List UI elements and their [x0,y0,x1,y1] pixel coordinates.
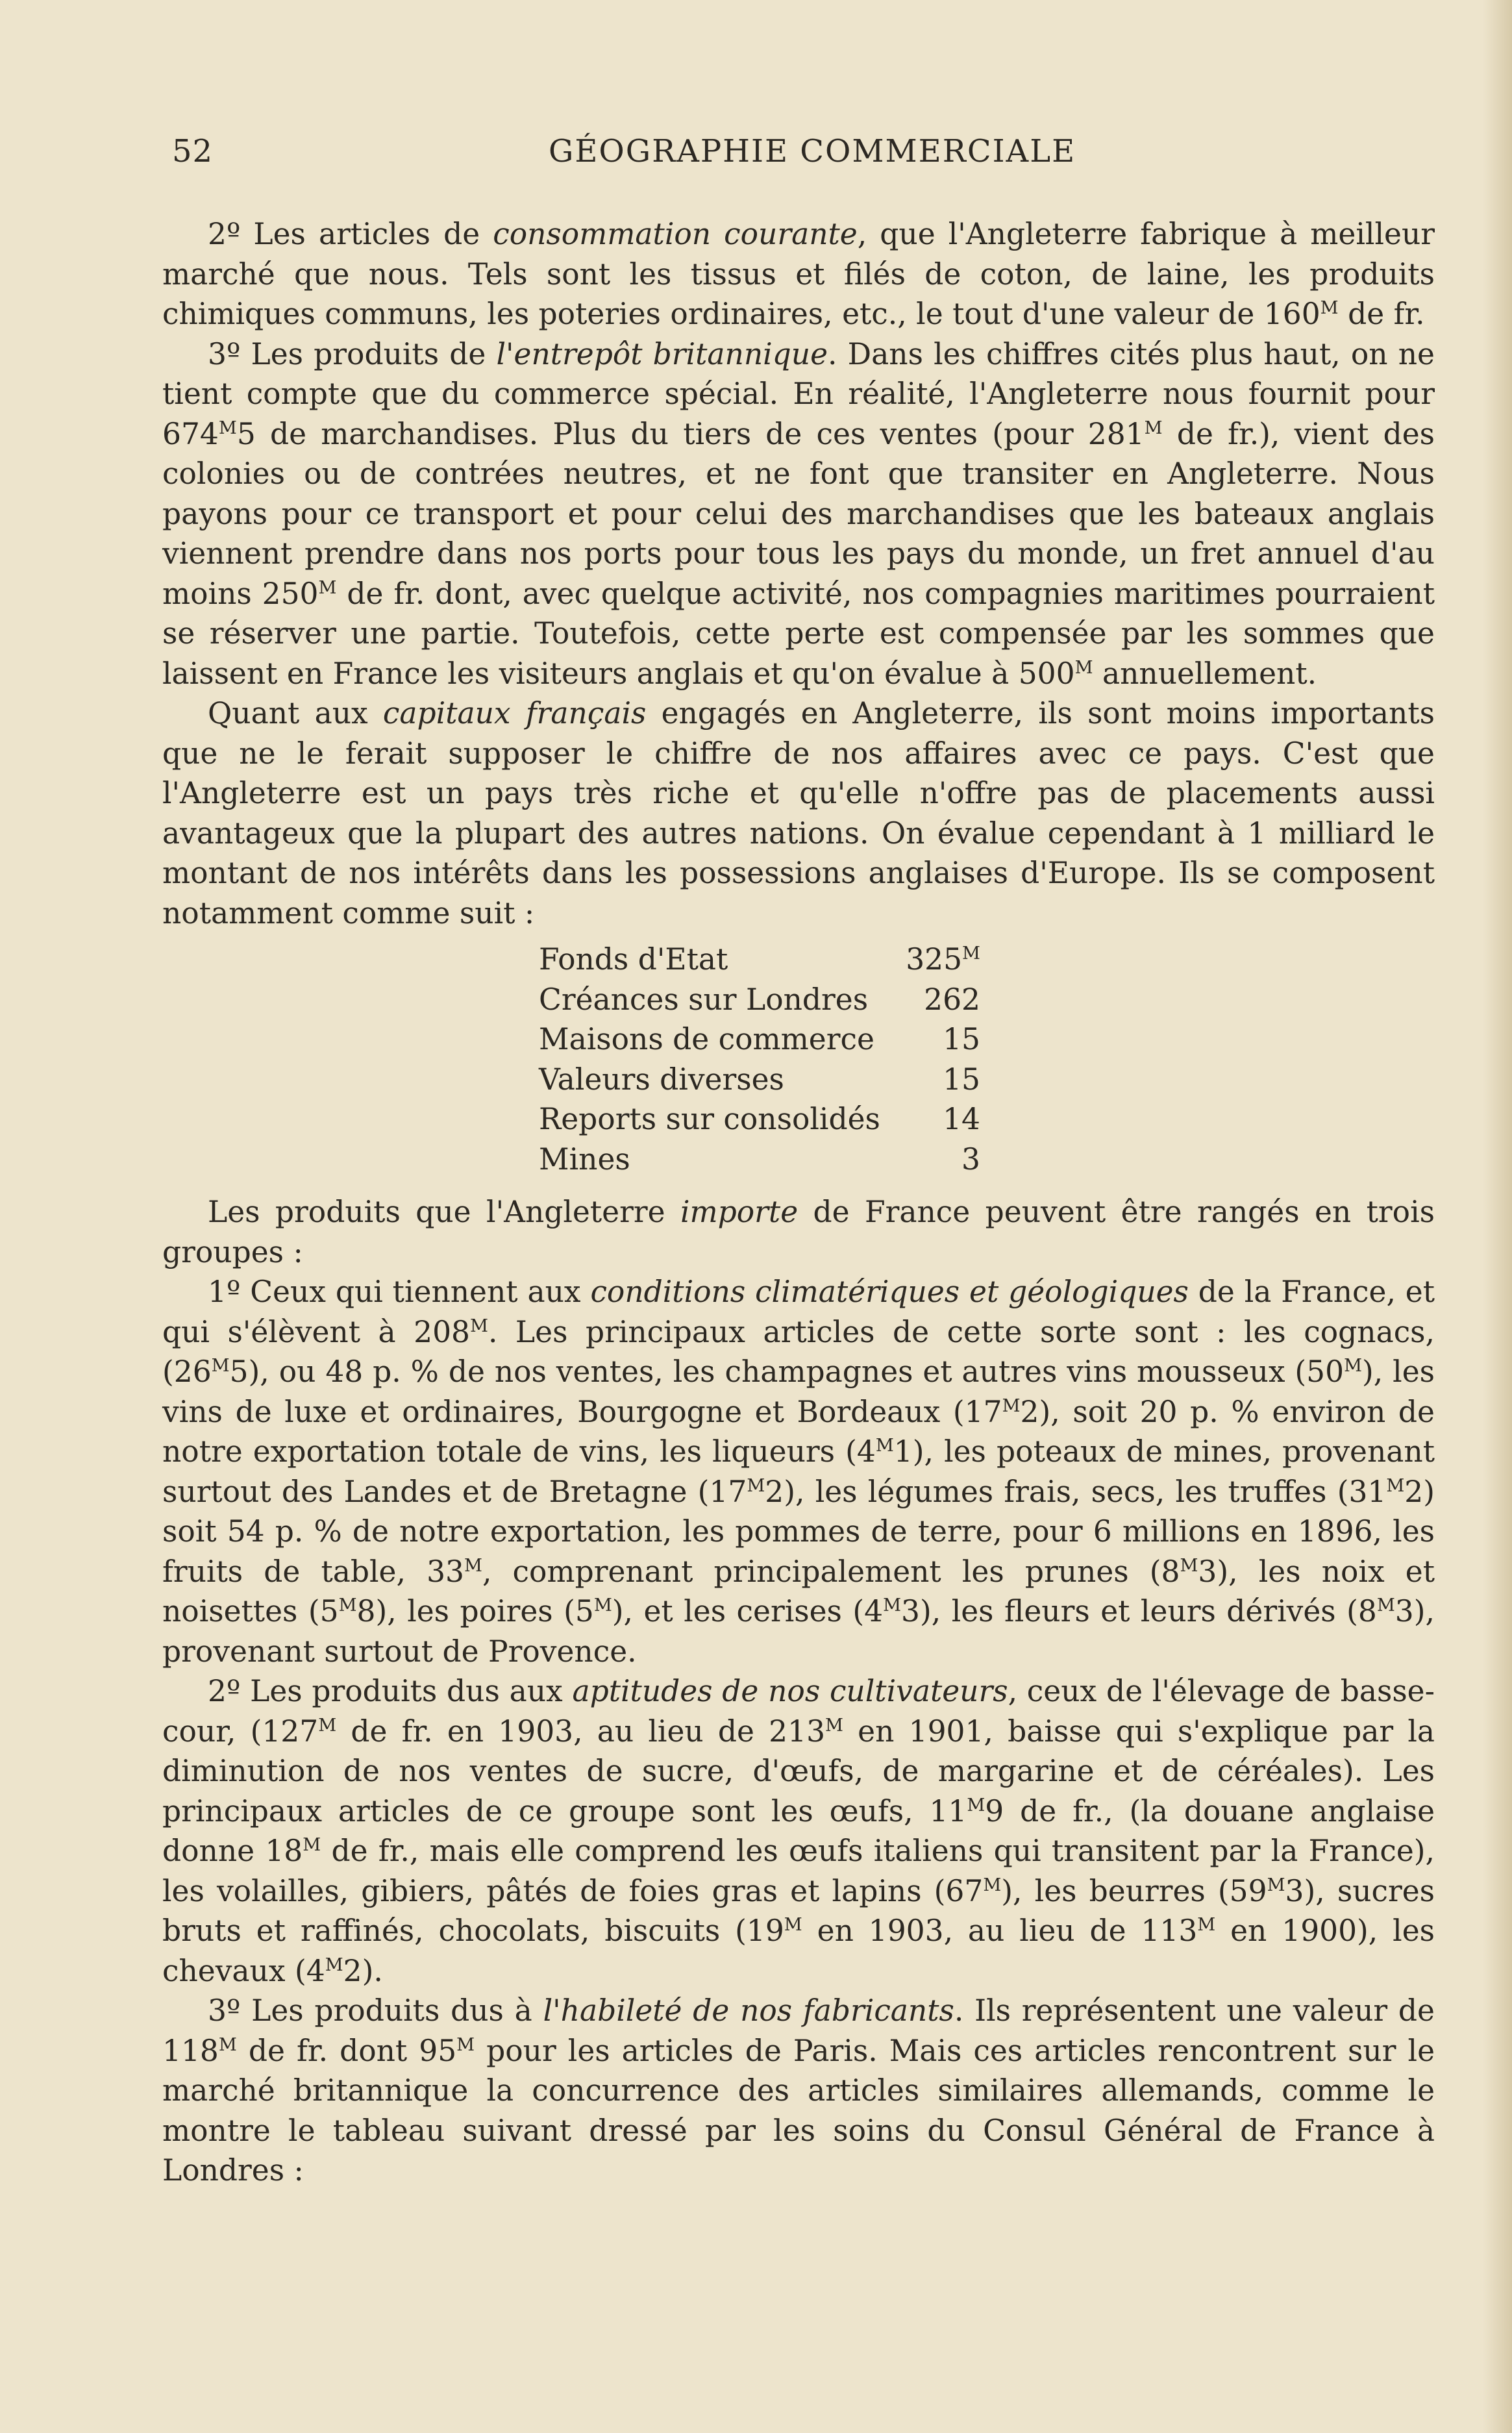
paragraph-climatic-products: 1º Ceux qui tiennent aux conditions climatériques et géologiques de la France, et qui s'élèvent à $208^M$. Les principaux articles de cette sorte sont : les cognacs, $(26^M5)$, ou 48 p. % de nos ventes, les champagnes et autres vins mousseux $(50^M)$, les vins de luxe et ordinaires, Bourgogne et Bordeaux $(17^M2)$, soit 20 p. % environ de notre exportation totale de vins, les liqueurs $(4^M1)$, les poteaux de mines, provenant surtout des Landes et de Bretagne $(17^M2)$, les légumes frais, secs, les truffes $(31^M2)$ soit 54 p. % de notre exportation, les pommes de terre, pour 6 millions en 1896, les fruits de table, $33^M$, comprenant principalement les prunes $(8^M3)$, les noix et noisettes $(5^M8)$, les poires $(5^M)$, et les cerises $(4^M3)$, les fleurs et leurs dérivés $(8^M3)$, provenant surtout de Provence. [162,1275,1435,1669]
paragraph-manufacturer-products: 3º Les produits dus à l'habileté de nos fabricants. Ils représentent une valeur de $118^M$ de fr. dont $95^M$ pour les articles de Paris. Mais ces articles rencontrent sur le marché britannique la concurrence des articles similaires allemands, comme le montre le tableau suivant dressé par les soins du Consul Général de France à Londres : [162,1993,1435,2188]
table-row [539,980,980,1020]
holding-label: Maisons de commerce [539,1022,874,1056]
table-row [539,1140,980,1180]
holding-amount: $325^M$ [906,942,980,977]
holding-label: Créances sur Londres [539,982,869,1017]
running-title: GÉOGRAPHIE COMMERCIALE [549,133,1076,169]
paragraph-imports-groups: Les produits que l'Angleterre importe de France peuvent être rangés en trois groupes : [162,1195,1435,1269]
paragraph-consumption-articles: 2º Les articles de consommation courante, que l'Angleterre fabrique à meilleur marché que nous. Tels sont les tissus et filés de coton, de laine, les produits chimiques communs, les poteries ordinaires, etc., le tout d'une valeur de $160^M$ de fr. [162,217,1435,331]
running-head [172,133,1419,179]
table-row [539,1099,980,1140]
holding-label: Mines [539,1142,630,1177]
table-row [539,1060,980,1100]
paragraph-french-capital: Quant aux capitaux français engagés en Angleterre, ils sont moins importants que ne le ferait supposer le chiffre de nos affaires avec ce pays. C'est que l'Angleterre est un pays très riche et qu'elle n'offre pas de placements aussi avantageux que la plupart des autres nations. On évalue cependant à 1 milliard le montant de nos intérêts dans les possessions anglaises d'Europe. Ils se composent notamment comme suit : [162,696,1435,930]
table-row [539,940,980,980]
holding-amount: 262 [924,982,980,1017]
body-text [162,214,1435,2191]
paragraph-cultivator-products: 2º Les produits dus aux aptitudes de nos cultivateurs, ceux de l'élevage de basse-cour, ($127^M$ de fr. en 1903, au lieu de $213^M$ en 1901, baisse qui s'explique par la diminution de nos ventes de sucre, d'œufs, de margarine et de céréales). Les principaux articles de ce groupe sont les œufs, $11^M9$ de fr., (la douane anglaise donne $18^M$ de fr., mais elle comprend les œufs italiens qui transitent par la France), les volailles, gibiers, pâtés de foies gras et lapins $(67^M)$, les beurres $(59^M3)$, sucres bruts et raffinés, chocolats, biscuits ($19^M$ en 1903, au lieu de $113^M$ en 1900), les chevaux $(4^M2)$. [162,1674,1435,1988]
paragraph-british-entrepot: 3º Les produits de l'entrepôt britannique. Dans les chiffres cités plus haut, on ne tient compte que du commerce spécial. En réalité, l'Angleterre nous fournit pour $674^M5$ de marchandises. Plus du tiers de ces ventes (pour $281^M$ de fr.), vient des colonies ou de contrées neutres, et ne font que transiter en Angleterre. Nous payons pour ce transport et pour celui des marchandises que les bateaux anglais viennent prendre dans nos ports pour tous les pays du monde, un fret annuel d'au moins $250^M$ de fr. dont, avec quelque activité, nos compagnies maritimes pourraient se réserver une partie. Toutefois, cette perte est compensée par les sommes que laissent en France les visiteurs anglais et qu'on évalue à $500^M$ annuellement. [162,336,1435,691]
holding-label: Reports sur consolidés [539,1102,880,1136]
holding-amount: 15 [943,1022,980,1056]
holding-label: Fonds d'Etat [539,942,728,977]
holding-amount: 15 [943,1062,980,1097]
page-edge-shading [1483,0,1512,2433]
holdings-table [539,940,980,1179]
table-row [539,1019,980,1060]
holding-label: Valeurs diverses [539,1062,784,1097]
holding-amount: 14 [943,1102,980,1136]
holding-amount: 3 [961,1142,980,1177]
page-number: 52 [172,133,214,169]
